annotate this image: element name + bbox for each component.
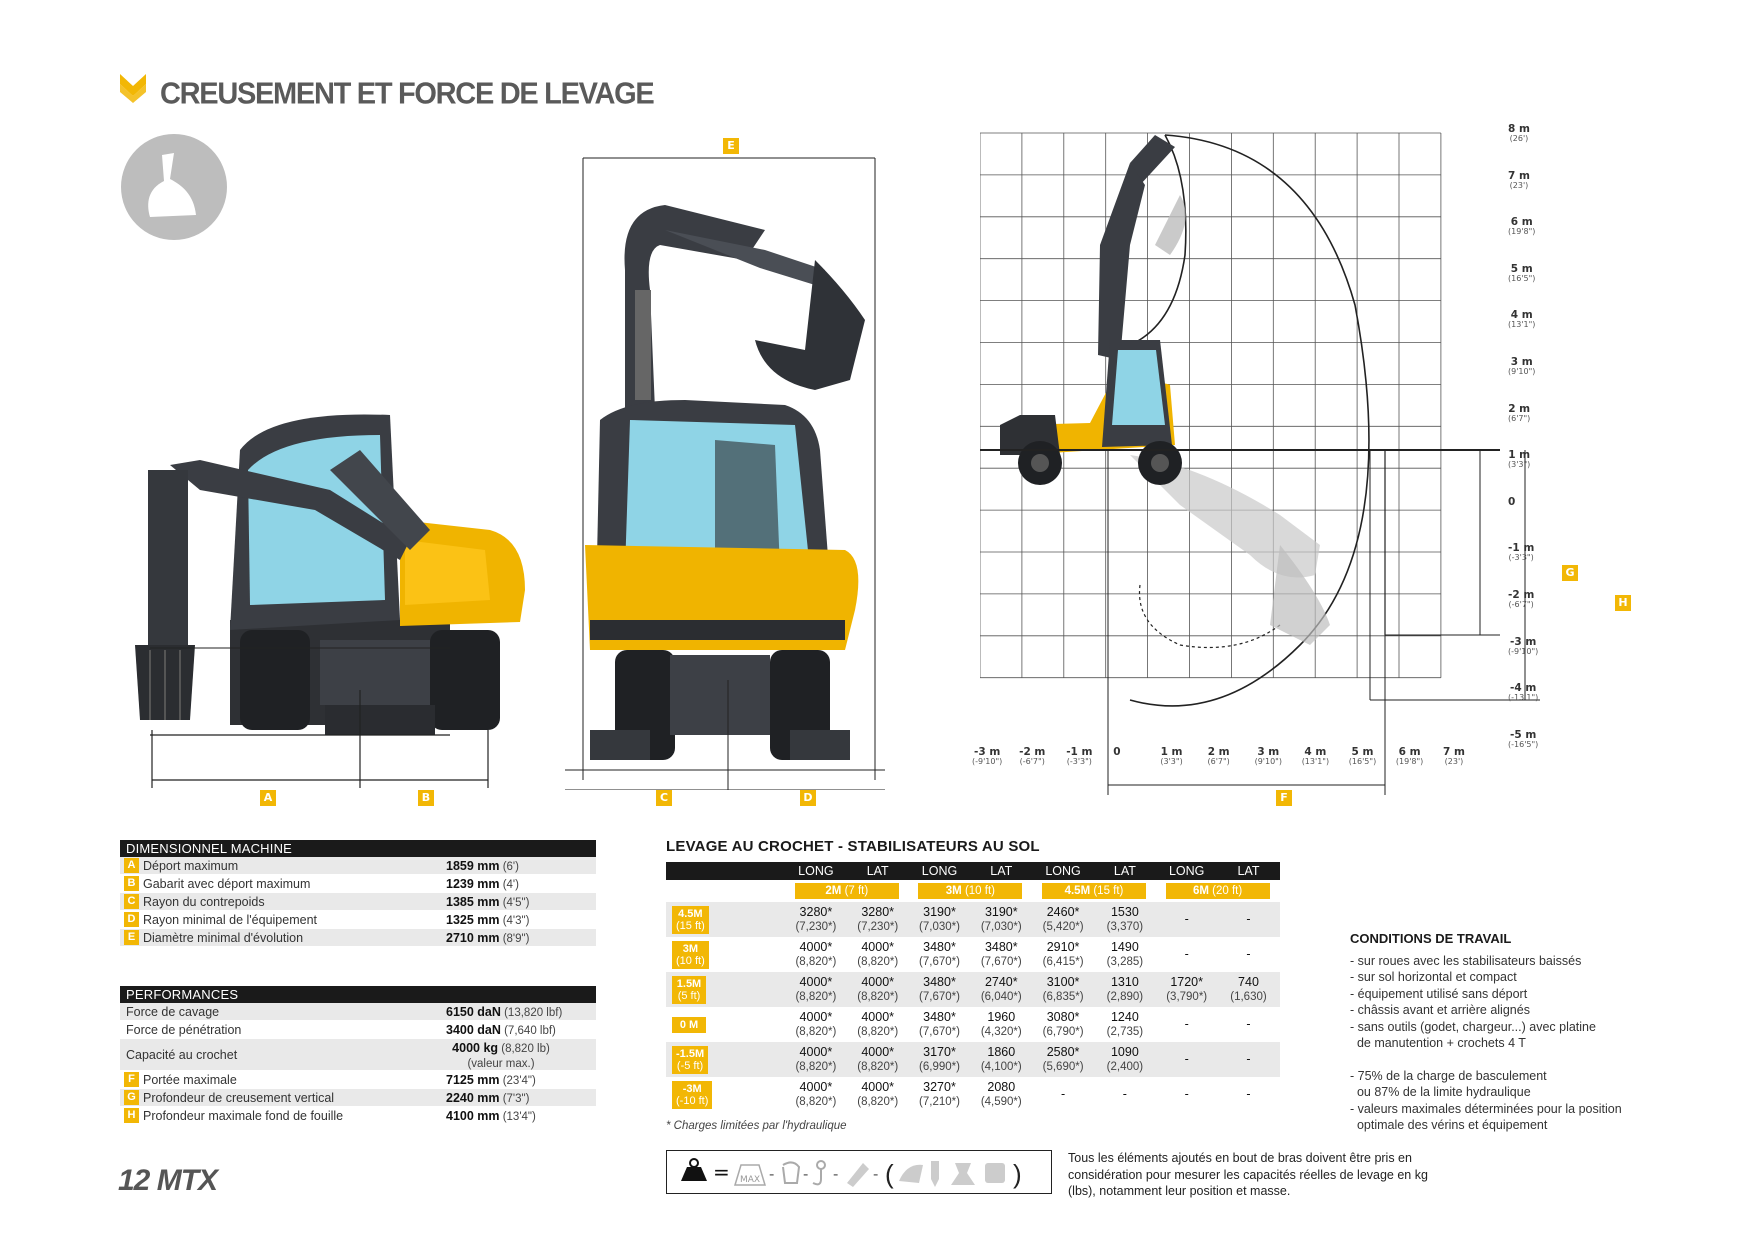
- lift-table-header-row: [666, 862, 1280, 880]
- y-axis-label: 2 m (6'7"): [1508, 402, 1531, 423]
- lift-radius-label: 3M (10 ft): [918, 883, 1022, 899]
- lift-cell: 4000* (8,820*): [857, 1079, 899, 1108]
- performance-row: [120, 1089, 596, 1107]
- lift-cell: -: [1246, 912, 1251, 926]
- dimension-row: [120, 911, 596, 929]
- lift-cell: 3280* (7,230*): [857, 904, 899, 933]
- lift-height-label: 0 M: [672, 1017, 706, 1033]
- lift-height-label: -1.5M (-5 ft): [672, 1046, 708, 1074]
- dimension-letter-e: E: [723, 138, 739, 154]
- lift-cell: -: [1246, 1052, 1251, 1066]
- tilt-rotator-icon: [985, 1163, 1005, 1183]
- svg-text:-: -: [873, 1166, 879, 1183]
- dimension-letter-badge: E: [124, 930, 139, 945]
- dimension-label: B Gabarit avec déport maximum: [120, 875, 406, 892]
- performance-label: Capacité au crochet: [126, 1047, 238, 1062]
- lift-cell: 1960 (4,320*): [980, 1009, 1022, 1038]
- condition-item: optimale des vérins et équipement: [1350, 1118, 1548, 1133]
- condition-item: - sans outils (godet, chargeur...) avec platine: [1350, 1019, 1596, 1034]
- svg-text:): ): [1013, 1159, 1022, 1189]
- lift-cell: 3170* (6,990*): [919, 1044, 960, 1073]
- dimension-letter-g: G: [1562, 565, 1578, 581]
- lift-cell: 4000* (8,820*): [795, 939, 837, 968]
- condition-item: - châssis avant et arrière alignés: [1350, 1003, 1530, 1018]
- lift-cell: 1860 (4,100*): [980, 1044, 1022, 1073]
- x-axis-label: 0: [1113, 746, 1121, 758]
- lift-column-header: LAT: [990, 864, 1013, 878]
- x-axis-label: -1 m (-3'3"): [1066, 746, 1093, 766]
- conditions-title: CONDITIONS DE TRAVAIL: [1350, 931, 1512, 946]
- lift-row: [666, 1077, 1280, 1112]
- lift-row: [666, 1007, 1280, 1042]
- y-axis-label: -5 m (-16'5"): [1508, 728, 1539, 749]
- lift-cell: 1090 (2,400): [1106, 1044, 1144, 1073]
- performance-label: F Portée maximale: [120, 1071, 406, 1088]
- lift-cell: 4000* (8,820*): [857, 1009, 899, 1038]
- performance-label: H Profondeur maximale fond de fouille: [120, 1107, 406, 1124]
- dimension-value: 2710 mm (8'9"): [446, 931, 530, 945]
- breaker-icon: [931, 1161, 939, 1187]
- dimension-letter-b: B: [418, 790, 434, 806]
- working-range-diagram: [980, 125, 1540, 805]
- x-axis-label: 4 m (13'1"): [1301, 746, 1330, 766]
- bucket-icon: [899, 1165, 923, 1183]
- lift-column-header: LAT: [1113, 864, 1136, 878]
- dimension-value: 1239 mm (4'): [446, 877, 519, 891]
- lift-row: [666, 972, 1280, 1007]
- performance-row: [120, 1039, 596, 1071]
- lift-column-header: LAT: [866, 864, 889, 878]
- performance-table: [120, 986, 596, 1125]
- x-axis-label: 2 m (6'7"): [1207, 746, 1230, 766]
- x-axis-label: 6 m (19'8"): [1395, 746, 1424, 766]
- svg-text:-: -: [769, 1166, 775, 1183]
- y-axis-label: -4 m (-13'1"): [1508, 682, 1539, 703]
- lift-cell: 1720* (3,790*): [1166, 974, 1208, 1003]
- performance-row: [120, 1071, 596, 1089]
- lift-cell: 3480* (7,670*): [919, 974, 960, 1003]
- lift-column-header: LONG: [1045, 864, 1081, 878]
- lift-cell: 2460* (5,420*): [1042, 904, 1084, 933]
- y-axis-label: -2 m (-6'7"): [1508, 589, 1535, 609]
- svg-text:-: -: [803, 1166, 809, 1183]
- lift-cell: -: [1246, 1087, 1251, 1101]
- y-axis-label: -1 m (-3'3"): [1508, 542, 1535, 563]
- dimension-value: 1385 mm (4'5"): [446, 895, 530, 909]
- dimension-row: [120, 893, 596, 911]
- attachments-legend: [666, 1150, 1052, 1194]
- x-axis-label: -3 m (-9'10"): [972, 746, 1003, 766]
- performance-label: Force de cavage: [126, 1004, 220, 1019]
- lift-column-header: LAT: [1237, 864, 1260, 878]
- lift-cell: 2910* (6,415*): [1042, 939, 1084, 968]
- lift-cell: 1240 (2,735): [1106, 1009, 1144, 1038]
- lift-cell: 3270* (7,210*): [919, 1079, 960, 1108]
- lift-cell: 1530 (3,370): [1106, 904, 1144, 933]
- dimension-letter-badge: H: [124, 1108, 139, 1123]
- dimension-letter-badge: A: [124, 858, 139, 873]
- condition-item: - sur roues avec les stabilisateurs baissés: [1350, 954, 1582, 968]
- dimension-table-header: DIMENSIONNEL MACHINE: [120, 840, 596, 857]
- dimension-label: E Diamètre minimal d'évolution: [120, 929, 406, 946]
- lift-column-header: LONG: [921, 864, 958, 878]
- performance-value: 4100 mm (13'4"): [446, 1109, 536, 1123]
- dimension-letter-f: F: [1276, 790, 1292, 806]
- lift-table-title: LEVAGE AU CROCHET - STABILISATEURS AU SOL: [666, 838, 1040, 855]
- performance-value: 6150 daN (13,820 lbf): [446, 1005, 563, 1019]
- lift-cell: 3100* (6,835*): [1042, 974, 1084, 1003]
- lift-cell: -: [1184, 1017, 1189, 1031]
- lift-cell: 3480* (7,670*): [919, 939, 960, 968]
- lift-cell: -: [1184, 1052, 1189, 1066]
- lift-column-header: LONG: [798, 864, 834, 878]
- lift-height-label: 3M (10 ft): [672, 941, 709, 969]
- y-axis-label: 1 m (3'3"): [1508, 449, 1531, 470]
- y-axis-label: 5 m (16'5"): [1508, 262, 1536, 283]
- conditions-list: [1350, 953, 1680, 1133]
- lift-cell: 4000* (8,820*): [857, 1044, 899, 1073]
- lift-cell: 4000* (8,820*): [857, 939, 899, 968]
- lift-cell: 4000* (8,820*): [795, 1079, 837, 1108]
- dimension-letter-badge: G: [124, 1090, 139, 1105]
- x-axis-label: 3 m (9'10"): [1254, 746, 1282, 766]
- lift-cell: 1490 (3,285): [1106, 939, 1144, 968]
- performance-row: [120, 1003, 596, 1021]
- y-axis-label: 6 m (19'8"): [1508, 216, 1536, 237]
- lift-cell: 2740* (6,040*): [980, 974, 1022, 1003]
- svg-text:=: =: [713, 1160, 730, 1184]
- dimension-letter-h: H: [1615, 595, 1631, 611]
- performance-value: 4000 kg (8,820 lb) (valeur max.): [452, 1041, 550, 1070]
- performance-row: [120, 1107, 596, 1125]
- max-label: MAX: [740, 1175, 761, 1185]
- lift-cell: -: [1184, 947, 1189, 961]
- lift-cell: -: [1184, 1087, 1189, 1101]
- dimension-letter-a: A: [260, 790, 276, 806]
- chevron-down-icon: [116, 70, 150, 104]
- lift-cell: -: [1061, 1087, 1066, 1101]
- lift-cell: 3480* (7,670*): [919, 1009, 960, 1038]
- y-axis-label: 0: [1508, 495, 1516, 508]
- grapple-icon: [951, 1163, 975, 1185]
- lift-column-header: LONG: [1168, 864, 1205, 878]
- lift-row: [666, 1042, 1280, 1077]
- lift-cell: -: [1184, 912, 1189, 926]
- lift-cell: -: [1246, 947, 1251, 961]
- lift-cell: 4000* (8,820*): [795, 974, 837, 1003]
- dimension-row: [120, 875, 596, 893]
- dimension-row: [120, 929, 596, 947]
- dimension-label: D Rayon minimal de l'équipement: [120, 911, 406, 928]
- x-axis-label: 7 m (23'): [1443, 746, 1465, 766]
- condition-item: - équipement utilisé sans déport: [1350, 986, 1528, 1001]
- svg-text:-: -: [833, 1166, 839, 1183]
- y-axis-label: 7 m (23'): [1508, 169, 1530, 190]
- lift-cell: 3280* (7,230*): [795, 904, 837, 933]
- performance-value: 3400 daN (7,640 lbf): [446, 1023, 556, 1037]
- condition-item: - valeurs maximales déterminées pour la position: [1350, 1101, 1622, 1116]
- lift-height-label: 4.5M (15 ft): [672, 906, 709, 934]
- lift-cell: 3190* (7,030*): [919, 904, 960, 933]
- page-title: CREUSEMENT ET FORCE DE LEVAGE: [160, 77, 654, 111]
- lift-cell: 4000* (8,820*): [795, 1044, 837, 1073]
- x-axis-label: 1 m (3'3"): [1160, 746, 1183, 766]
- condition-item: - 75% de la charge de basculement: [1350, 1068, 1547, 1083]
- lift-cell: 3190* (7,030*): [980, 904, 1022, 933]
- performance-label: Force de pénétration: [126, 1022, 242, 1037]
- x-axis-label: 5 m (16'5"): [1348, 746, 1377, 766]
- lift-table: [666, 862, 1280, 1112]
- dimension-value: 1859 mm (6'): [446, 859, 519, 873]
- dimension-label: A Déport maximum: [120, 857, 406, 874]
- dimension-letter-badge: D: [124, 912, 139, 927]
- y-axis-label: 8 m (26'): [1508, 123, 1530, 143]
- lift-cell: 4000* (8,820*): [795, 1009, 837, 1038]
- dimension-row: [120, 857, 596, 875]
- quick-coupler-icon: [847, 1163, 869, 1187]
- y-axis-label: 3 m (9'10"): [1508, 356, 1536, 376]
- shackle-icon: [783, 1162, 799, 1183]
- lift-radius-label: 2M (7 ft): [795, 883, 899, 899]
- hydraulic-note: * Charges limitées par l'hydraulique: [666, 1120, 847, 1132]
- condition-item: de manutention + crochets 4 T: [1350, 1036, 1526, 1051]
- performance-value: 7125 mm (23'4"): [446, 1073, 536, 1087]
- dimension-letter-badge: F: [124, 1072, 139, 1087]
- dimension-table: [120, 840, 596, 947]
- dimension-label: C Rayon du contrepoids: [120, 893, 406, 910]
- lift-height-label: 1.5M (5 ft): [672, 976, 706, 1004]
- lift-radius-label: 4.5M (15 ft): [1042, 883, 1146, 899]
- performance-table-header: PERFORMANCES: [120, 986, 596, 1003]
- mtx-logo: 12 MTX: [118, 1164, 218, 1197]
- lift-cell: -: [1122, 1087, 1127, 1101]
- y-axis-label: -3 m (-9'10"): [1508, 635, 1539, 656]
- svg-text:(: (: [885, 1159, 894, 1189]
- excavator-rear-illustration: [565, 150, 885, 790]
- lift-cell: 2580* (5,690*): [1042, 1044, 1084, 1073]
- hook-icon: [813, 1161, 825, 1184]
- lift-cell: 1310 (2,890): [1106, 974, 1144, 1003]
- max-weight-icon: [735, 1165, 765, 1185]
- x-axis-label: -2 m (-6'7"): [1019, 746, 1046, 766]
- lift-radius-label: 6M (20 ft): [1166, 883, 1270, 899]
- dimension-letter-c: C: [656, 790, 672, 806]
- legend-text: Tous les éléments ajoutés en bout de bras doivent être pris en considération pour mesurer les capacités réelles de levage en kg (lbs), notamment leur position et masse.: [1068, 1151, 1428, 1198]
- performance-row: [120, 1021, 596, 1039]
- dimension-letter-badge: B: [124, 876, 139, 891]
- lift-cell: -: [1246, 1017, 1251, 1031]
- lift-row: [666, 937, 1280, 972]
- condition-item: - sur sol horizontal et compact: [1350, 970, 1517, 985]
- dimension-value: 1325 mm (4'3"): [446, 913, 530, 927]
- lift-cell: 3480* (7,670*): [980, 939, 1022, 968]
- lift-height-label: -3M (-10 ft): [672, 1081, 712, 1109]
- condition-item: ou 87% de la limite hydraulique: [1350, 1085, 1531, 1100]
- dimension-letter-d: D: [800, 790, 816, 806]
- performance-value: 2240 mm (7'3"): [446, 1091, 530, 1105]
- lift-row: [666, 902, 1280, 937]
- lift-table-radius-row: [666, 880, 1280, 902]
- digging-icon: [120, 133, 228, 241]
- dimension-letter-badge: C: [124, 894, 139, 909]
- weight-icon: [681, 1159, 707, 1181]
- condition-item: [1350, 1051, 1680, 1067]
- lift-cell: 4000* (8,820*): [857, 974, 899, 1003]
- performance-label: G Profondeur de creusement vertical: [120, 1089, 406, 1106]
- lift-cell: 3080* (6,790*): [1042, 1009, 1084, 1038]
- y-axis-label: 4 m (13'1"): [1508, 309, 1536, 330]
- lift-cell: 740 (1,630): [1230, 974, 1267, 1003]
- lift-cell: 2080 (4,590*): [980, 1079, 1022, 1108]
- excavator-front-illustration: [130, 390, 530, 790]
